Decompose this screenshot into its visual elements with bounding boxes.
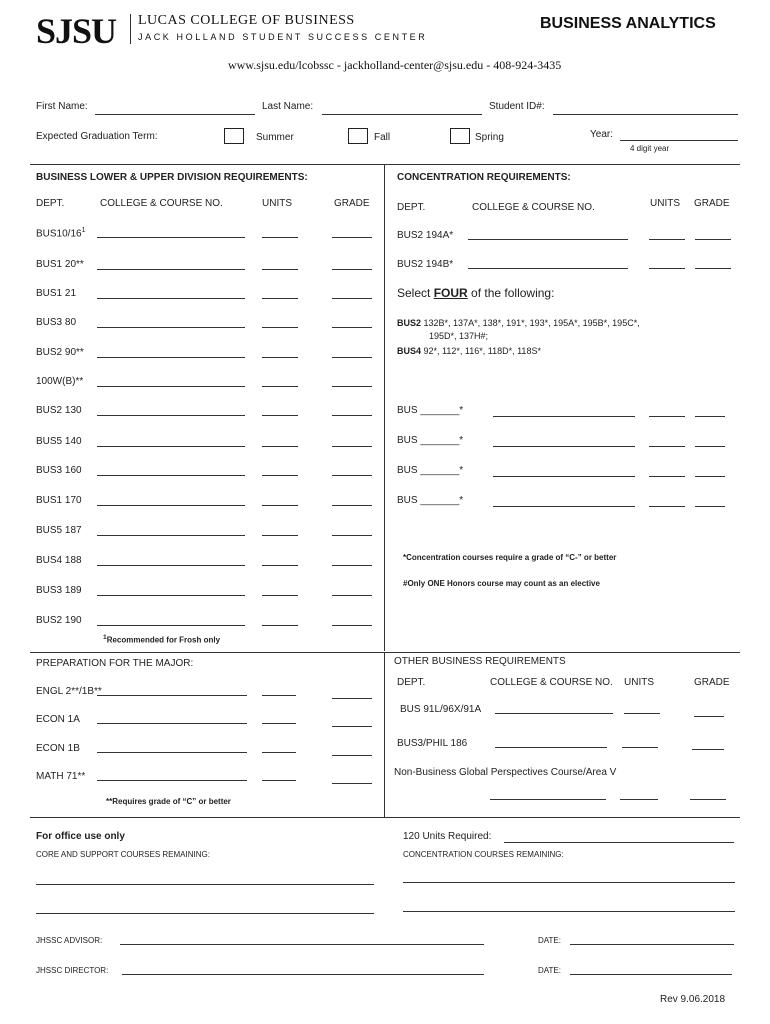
lu-row-grade[interactable] xyxy=(332,535,372,536)
option-bus4-list: 92*, 112*, 116*, 118D*, 118S* xyxy=(423,346,541,356)
conc-col-course: COLLEGE & COURSE NO. xyxy=(472,202,595,213)
other-col-grade: GRADE xyxy=(694,677,730,688)
lu-row-grade[interactable] xyxy=(332,386,372,387)
units-required-field[interactable] xyxy=(504,842,734,843)
first-name-label: First Name: xyxy=(36,101,88,112)
lu-row-grade[interactable] xyxy=(332,237,372,238)
lu-row-grade[interactable] xyxy=(332,269,372,270)
other-row-186: BUS3/PHIL 186 xyxy=(397,738,468,749)
lu-row-course[interactable] xyxy=(97,298,245,299)
lu-row-units[interactable] xyxy=(262,625,298,626)
elective-row-grade[interactable] xyxy=(695,506,725,507)
lu-row-dept xyxy=(36,317,76,328)
last-name-label: Last Name: xyxy=(262,101,314,112)
director-field[interactable] xyxy=(122,974,484,975)
conc-col-grade: GRADE xyxy=(694,198,730,209)
frosh-footnote xyxy=(103,634,220,645)
conc-note-honors: #Only ONE Honors course may count as an elective xyxy=(403,579,600,588)
elective-row-dept: BUS _______* xyxy=(397,435,464,446)
select-four-heading xyxy=(397,286,554,300)
lu-row-dept xyxy=(36,495,82,506)
lu-row-course[interactable] xyxy=(97,237,245,238)
select-pre: Select xyxy=(397,286,431,300)
option-bus2-cont: 195D*, 137H#; xyxy=(429,331,489,341)
prep-row-units[interactable] xyxy=(262,752,296,753)
last-name-field[interactable] xyxy=(322,114,482,115)
student-id-label: Student ID#: xyxy=(489,101,545,112)
date1-label: DATE: xyxy=(538,936,561,945)
conc-req-194b-units[interactable] xyxy=(649,268,685,269)
prep-row-grade[interactable] xyxy=(332,755,372,756)
lu-row-grade[interactable] xyxy=(332,446,372,447)
contact-info: www.sjsu.edu/lcobssc - jackholland-center@sjsu.edu - 408-924-3435 xyxy=(228,58,562,72)
lu-row-course[interactable] xyxy=(97,269,245,270)
lu-row-units[interactable] xyxy=(262,415,298,416)
other-col-units: UNITS xyxy=(624,677,654,688)
year-field[interactable] xyxy=(620,140,738,141)
lu-col-dept: DEPT. xyxy=(36,198,65,209)
lu-row-dept xyxy=(36,405,82,416)
option-bus2 xyxy=(397,318,640,328)
frosh-footnote-text: Recommended for Frosh only xyxy=(106,635,221,645)
prep-row-dept: ENGL 2**/1B** xyxy=(36,686,102,697)
lu-row-dept xyxy=(36,615,82,626)
lu-row-dept-text: BUS3 160 xyxy=(36,465,82,476)
lu-col-grade: GRADE xyxy=(334,198,370,209)
prep-row-grade[interactable] xyxy=(332,698,372,699)
lu-row-units[interactable] xyxy=(262,535,298,536)
date1-field[interactable] xyxy=(570,944,734,945)
units-required-label: 120 Units Required: xyxy=(403,831,492,842)
option-bus4 xyxy=(397,346,541,356)
prep-row-units[interactable] xyxy=(262,695,296,696)
lu-row-course[interactable] xyxy=(97,505,245,506)
lu-row-units[interactable] xyxy=(262,565,298,566)
elective-row-dept: BUS _______* xyxy=(397,495,464,506)
logo-divider xyxy=(130,14,131,44)
elective-row-course[interactable] xyxy=(493,416,635,417)
other-row-global-course[interactable] xyxy=(490,799,606,800)
lu-row-dept-sup: 1 xyxy=(81,227,86,234)
college-name: LUCAS COLLEGE OF BUSINESS xyxy=(138,13,355,28)
prep-row-dept: MATH 71** xyxy=(36,771,86,782)
other-row-186-units[interactable] xyxy=(622,747,658,748)
year-hint: 4 digit year xyxy=(630,144,670,153)
prep-row-course[interactable] xyxy=(97,780,247,781)
lu-col-course: COLLEGE & COURSE NO. xyxy=(100,198,223,209)
lu-row-course[interactable] xyxy=(97,535,245,536)
fall-checkbox[interactable] xyxy=(348,128,368,144)
spring-label: Spring xyxy=(475,132,504,143)
lu-row-dept xyxy=(36,376,83,387)
lu-row-dept-text: BUS3 80 xyxy=(36,317,77,328)
prep-note: **Requires grade of “C” or better xyxy=(106,797,231,806)
elective-row-units[interactable] xyxy=(649,416,685,417)
prep-heading: PREPARATION FOR THE MAJOR: xyxy=(36,658,194,669)
elective-row-course[interactable] xyxy=(493,476,635,477)
lu-row-dept xyxy=(36,436,82,447)
select-four: FOUR xyxy=(433,286,468,300)
lu-row-grade[interactable] xyxy=(332,565,372,566)
lu-row-grade[interactable] xyxy=(332,505,372,506)
prep-row-course[interactable] xyxy=(97,695,247,696)
core-remaining-line-1[interactable] xyxy=(36,884,374,885)
lu-row-dept xyxy=(36,585,82,596)
lu-row-course[interactable] xyxy=(97,446,245,447)
lu-row-dept xyxy=(36,465,82,476)
prep-row-units[interactable] xyxy=(262,780,296,781)
section-office-rule xyxy=(30,817,740,818)
lu-row-course[interactable] xyxy=(97,625,245,626)
elective-row-units[interactable] xyxy=(649,506,685,507)
section-top-rule xyxy=(30,164,740,165)
other-row-global-grade[interactable] xyxy=(690,799,726,800)
conc-remaining-line-1[interactable] xyxy=(403,882,735,883)
lu-row-course[interactable] xyxy=(97,327,245,328)
other-row-91l-grade[interactable] xyxy=(694,716,724,717)
lu-row-dept xyxy=(36,555,82,566)
lu-row-dept xyxy=(36,227,86,239)
lower-upper-heading: BUSINESS LOWER & UPPER DIVISION REQUIREMENTS: xyxy=(36,172,308,183)
other-col-dept: DEPT. xyxy=(397,677,426,688)
conc-req-194a-course[interactable] xyxy=(468,239,628,240)
prep-row-grade[interactable] xyxy=(332,783,372,784)
revision-label: Rev 9.06.2018 xyxy=(660,994,726,1005)
lu-row-course[interactable] xyxy=(97,565,245,566)
elective-row-grade[interactable] xyxy=(695,476,725,477)
other-row-global: Non-Business Global Perspectives Course/Area V xyxy=(394,767,617,778)
conc-remaining-label: CONCENTRATION COURSES REMAINING: xyxy=(403,850,564,859)
core-remaining-line-2[interactable] xyxy=(36,913,374,914)
fall-label: Fall xyxy=(374,132,391,143)
other-row-91l: BUS 91L/96X/91A xyxy=(400,704,482,715)
date2-field[interactable] xyxy=(570,974,732,975)
elective-row-course[interactable] xyxy=(493,446,635,447)
elective-row-dept: BUS _______* xyxy=(397,465,464,476)
lu-row-units[interactable] xyxy=(262,446,298,447)
lu-row-dept-text: BUS2 130 xyxy=(36,405,82,416)
lu-row-units[interactable] xyxy=(262,269,298,270)
lu-row-dept-text: BUS5 187 xyxy=(36,525,82,536)
option-bus4-dept: BUS4 xyxy=(397,346,422,356)
lu-row-units[interactable] xyxy=(262,386,298,387)
lu-row-grade[interactable] xyxy=(332,298,372,299)
conc-note-grade: *Concentration courses require a grade of “C-” or better xyxy=(403,553,617,562)
select-post: of the following: xyxy=(471,286,555,300)
lu-row-grade[interactable] xyxy=(332,415,372,416)
other-row-186-course[interactable] xyxy=(495,747,607,748)
lu-row-units[interactable] xyxy=(262,475,298,476)
lu-row-dept xyxy=(36,259,84,270)
conc-col-units: UNITS xyxy=(650,198,680,209)
conc-req-194b: BUS2 194B* xyxy=(397,259,454,270)
conc-req-194a-grade[interactable] xyxy=(695,239,731,240)
center-name: JACK HOLLAND STUDENT SUCCESS CENTER xyxy=(138,32,428,42)
elective-row-units[interactable] xyxy=(649,446,685,447)
lu-row-dept-text: BUS10/16 xyxy=(36,228,82,240)
lu-row-dept-text: 100W(B)** xyxy=(36,376,84,387)
section-middle-rule xyxy=(30,652,740,653)
elective-row-dept: BUS _______* xyxy=(397,405,464,416)
date2-label: DATE: xyxy=(538,966,561,975)
option-bus2-list: 132B*, 137A*, 138*, 191*, 193*, 195A*, 195B*, 195C*, xyxy=(423,318,640,328)
lu-row-units[interactable] xyxy=(262,595,298,596)
lu-row-dept-text: BUS1 21 xyxy=(36,288,77,299)
lu-row-course[interactable] xyxy=(97,386,245,387)
elective-row-grade[interactable] xyxy=(695,446,725,447)
lu-row-dept xyxy=(36,347,84,358)
prep-row-dept: ECON 1B xyxy=(36,743,80,754)
conc-remaining-line-2[interactable] xyxy=(403,911,735,912)
lu-col-units: UNITS xyxy=(262,198,292,209)
page-title: BUSINESS ANALYTICS xyxy=(540,15,716,32)
lu-row-grade[interactable] xyxy=(332,595,372,596)
conc-req-194a: BUS2 194A* xyxy=(397,230,454,241)
sjsu-logo: SJSU xyxy=(36,11,117,51)
first-name-field[interactable] xyxy=(95,114,255,115)
lu-row-units[interactable] xyxy=(262,298,298,299)
column-divider-upper xyxy=(384,164,385,651)
prep-row-course[interactable] xyxy=(97,723,247,724)
spring-checkbox[interactable] xyxy=(450,128,470,144)
option-bus2-dept: BUS2 xyxy=(397,318,422,328)
concentration-heading: CONCENTRATION REQUIREMENTS: xyxy=(397,172,571,183)
conc-req-194b-grade[interactable] xyxy=(695,268,731,269)
lu-row-course[interactable] xyxy=(97,415,245,416)
lu-row-grade[interactable] xyxy=(332,327,372,328)
lu-row-course[interactable] xyxy=(97,475,245,476)
lu-row-grade[interactable] xyxy=(332,475,372,476)
grad-term-label: Expected Graduation Term: xyxy=(36,131,158,142)
conc-col-dept: DEPT. xyxy=(397,202,426,213)
lu-row-dept-text: BUS3 189 xyxy=(36,585,82,596)
other-row-global-units[interactable] xyxy=(620,799,658,800)
prep-row-units[interactable] xyxy=(262,723,296,724)
office-heading: For office use only xyxy=(36,831,125,842)
advisor-field[interactable] xyxy=(120,944,484,945)
lu-row-dept-text: BUS5 140 xyxy=(36,436,82,447)
summer-label: Summer xyxy=(256,132,294,143)
lu-row-course[interactable] xyxy=(97,595,245,596)
lu-row-grade[interactable] xyxy=(332,625,372,626)
lu-row-dept-text: BUS2 190 xyxy=(36,615,82,626)
lu-row-course[interactable] xyxy=(97,357,245,358)
elective-row-course[interactable] xyxy=(493,506,635,507)
other-row-186-grade[interactable] xyxy=(692,749,724,750)
lu-row-units[interactable] xyxy=(262,357,298,358)
prep-row-course[interactable] xyxy=(97,752,247,753)
summer-checkbox[interactable] xyxy=(224,128,244,144)
column-divider-lower xyxy=(384,652,385,817)
conc-req-194b-course[interactable] xyxy=(468,268,628,269)
lu-row-units[interactable] xyxy=(262,327,298,328)
lu-row-units[interactable] xyxy=(262,505,298,506)
lu-row-units[interactable] xyxy=(262,237,298,238)
lu-row-dept xyxy=(36,288,76,299)
lu-row-dept-text: BUS1 20** xyxy=(36,259,84,270)
year-label: Year: xyxy=(590,129,613,140)
prep-row-grade[interactable] xyxy=(332,726,372,727)
lu-row-grade[interactable] xyxy=(332,357,372,358)
elective-row-grade[interactable] xyxy=(695,416,725,417)
lu-row-dept-text: BUS2 90** xyxy=(36,347,84,358)
lu-row-dept-text: BUS4 188 xyxy=(36,555,82,566)
other-row-91l-course[interactable] xyxy=(495,713,613,714)
lu-row-dept xyxy=(36,525,82,536)
prep-row-dept: ECON 1A xyxy=(36,714,80,725)
lu-row-dept-text: BUS1 170 xyxy=(36,495,82,506)
conc-req-194a-units[interactable] xyxy=(649,239,685,240)
director-label: JHSSC DIRECTOR: xyxy=(36,966,109,975)
advisor-label: JHSSC ADVISOR: xyxy=(36,936,103,945)
core-remaining-label: CORE AND SUPPORT COURSES REMAINING: xyxy=(36,850,210,859)
student-id-field[interactable] xyxy=(553,114,738,115)
other-heading: OTHER BUSINESS REQUIREMENTS xyxy=(394,656,566,667)
elective-row-units[interactable] xyxy=(649,476,685,477)
other-row-91l-units[interactable] xyxy=(624,713,660,714)
frosh-footnote-sup: 1 xyxy=(103,634,107,641)
other-col-course: COLLEGE & COURSE NO. xyxy=(490,677,613,688)
